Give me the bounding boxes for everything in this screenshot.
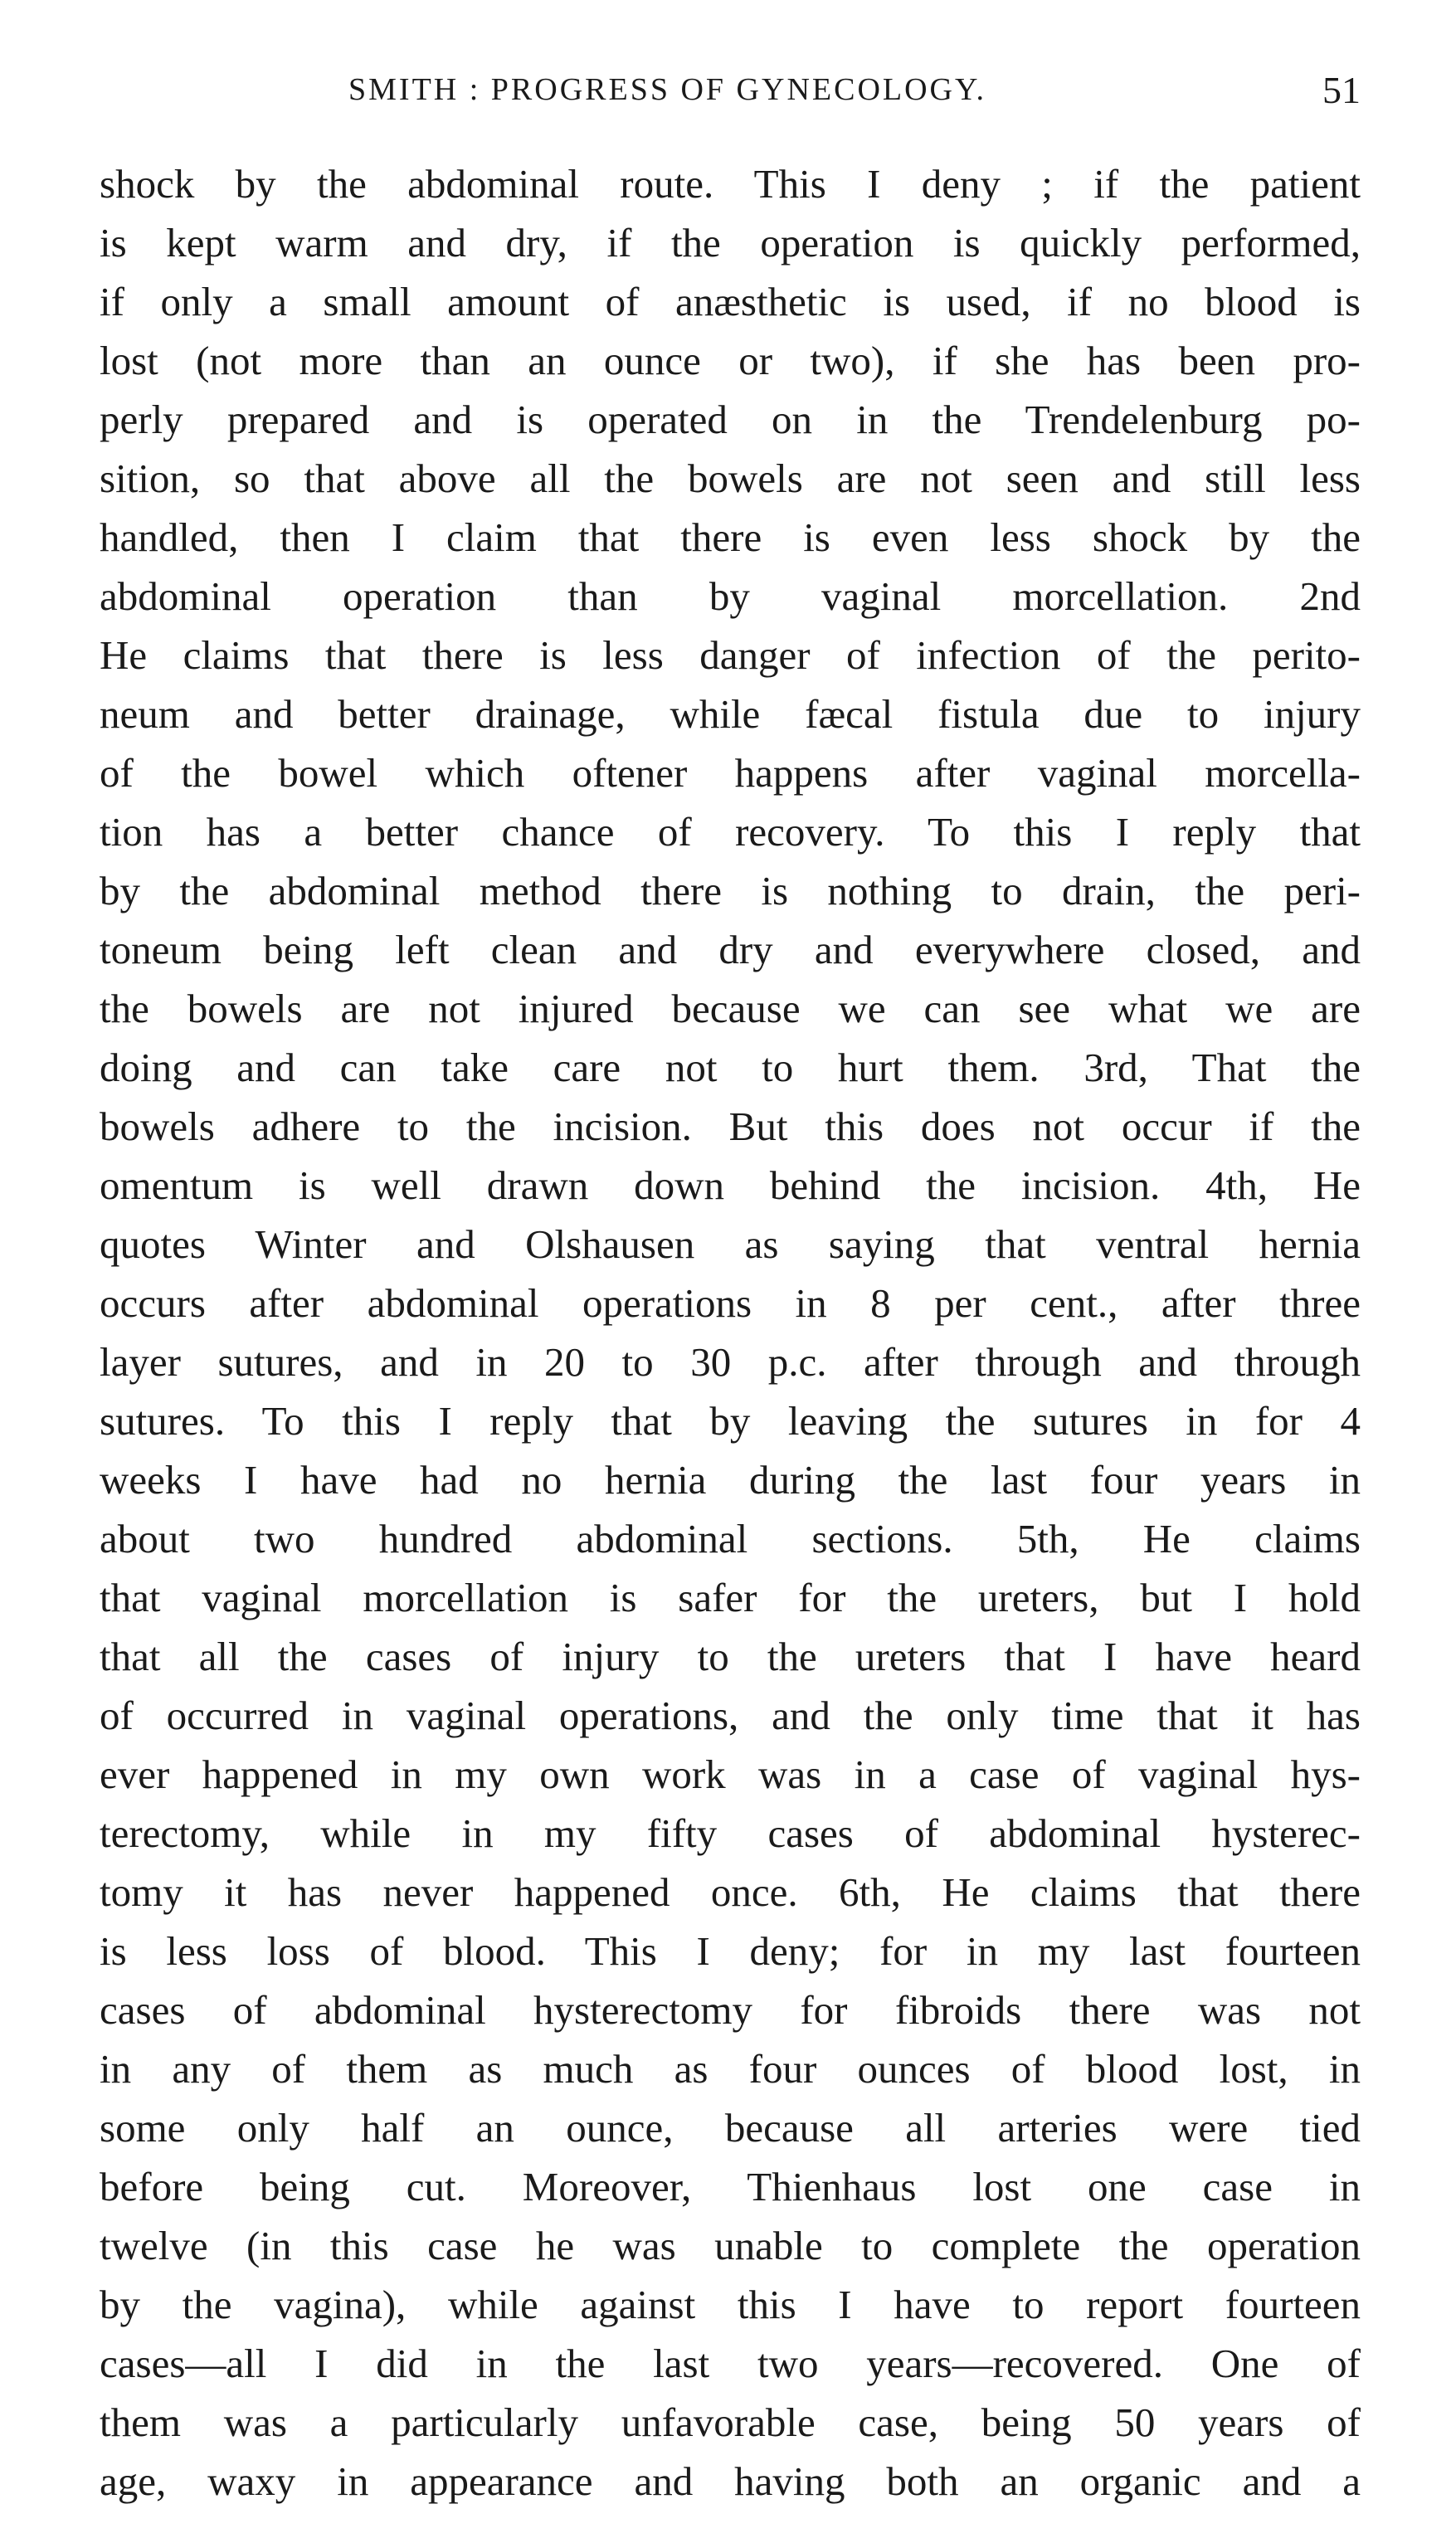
text-line: omentum is well drawn down behind the incision. 4th, He bbox=[100, 1162, 1361, 1208]
text-line: sition, so that above all the bowels are not seen and still less bbox=[100, 455, 1361, 501]
text-line: terectomy, while in my fifty cases of abdominal hysterec- bbox=[100, 1810, 1361, 1856]
text-line: cases of abdominal hysterectomy for fibroids there was not bbox=[100, 1987, 1361, 2033]
text-line: of the bowel which oftener happens after vaginal morcella- bbox=[100, 750, 1361, 796]
text-line: lost (not more than an ounce or two), if she has been pro- bbox=[100, 338, 1361, 383]
text-line: age, waxy in appearance and having both an organic and a bbox=[100, 2458, 1361, 2504]
text-line: about two hundred abdominal sections. 5th, He claims bbox=[100, 1516, 1361, 1561]
text-line: before being cut. Moreover, Thienhaus lost one case in bbox=[100, 2164, 1361, 2209]
text-line: cases—all I did in the last two years—recovered. One of bbox=[100, 2341, 1361, 2386]
text-line: handled, then I claim that there is even less shock by the bbox=[100, 514, 1361, 560]
text-line: of occurred in vaginal operations, and the only time that it has bbox=[100, 1693, 1361, 1738]
running-head bbox=[100, 71, 1361, 121]
text-line: ever happened in my own work was in a case of vaginal hys- bbox=[100, 1751, 1361, 1797]
text-line: sutures. To this I reply that by leaving the sutures in for 4 bbox=[100, 1398, 1361, 1444]
text-line: tomy it has never happened once. 6th, He claims that there bbox=[100, 1869, 1361, 1915]
text-line: bowels adhere to the incision. But this does not occur if the bbox=[100, 1103, 1361, 1149]
text-line: abdominal operation than by vaginal morcellation. 2nd bbox=[100, 573, 1361, 619]
text-line: doing and can take care not to hurt them. 3rd, That the bbox=[100, 1045, 1361, 1090]
running-title: SMITH : PROGRESS OF GYNECOLOGY. bbox=[348, 72, 987, 107]
text-line: that all the cases of injury to the ureters that I have heard bbox=[100, 1634, 1361, 1679]
text-line: them was a particularly unfavorable case, being 50 years of bbox=[100, 2399, 1361, 2445]
text-line: is less loss of blood. This I deny; for in my last fourteen bbox=[100, 1928, 1361, 1974]
text-line: by the abdominal method there is nothing to drain, the peri- bbox=[100, 868, 1361, 913]
text-line: weeks I have had no hernia during the last four years in bbox=[100, 1457, 1361, 1503]
body-text bbox=[100, 154, 1361, 2511]
page-number: 51 bbox=[1322, 69, 1361, 111]
text-line: He claims that there is less danger of infection of the perito- bbox=[100, 632, 1361, 678]
text-line: that vaginal morcellation is safer for the ureters, but I hold bbox=[100, 1575, 1361, 1620]
text-line: in any of them as much as four ounces of blood lost, in bbox=[100, 2046, 1361, 2092]
text-line: occurs after abdominal operations in 8 per cent., after three bbox=[100, 1280, 1361, 1326]
text-line: perly prepared and is operated on in the Trendelenburg po- bbox=[100, 397, 1361, 442]
text-line: the bowels are not injured because we can see what we are bbox=[100, 986, 1361, 1031]
text-line: some only half an ounce, because all arteries were tied bbox=[100, 2105, 1361, 2151]
text-line: shock by the abdominal route. This I deny ; if the patient bbox=[100, 161, 1361, 207]
text-line: layer sutures, and in 20 to 30 p.c. after through and through bbox=[100, 1339, 1361, 1385]
text-line: is kept warm and dry, if the operation is quickly performed, bbox=[100, 220, 1361, 266]
text-line: tion has a better chance of recovery. To this I reply that bbox=[100, 809, 1361, 855]
text-line: neum and better drainage, while fæcal fistula due to injury bbox=[100, 691, 1361, 737]
text-line: quotes Winter and Olshausen as saying that ventral hernia bbox=[100, 1221, 1361, 1267]
text-line: twelve (in this case he was unable to complete the operation bbox=[100, 2223, 1361, 2268]
text-line: toneum being left clean and dry and everywhere closed, and bbox=[100, 927, 1361, 972]
text-line: by the vagina), while against this I have to report fourteen bbox=[100, 2282, 1361, 2327]
text-line: if only a small amount of anæsthetic is used, if no blood is bbox=[100, 279, 1361, 324]
